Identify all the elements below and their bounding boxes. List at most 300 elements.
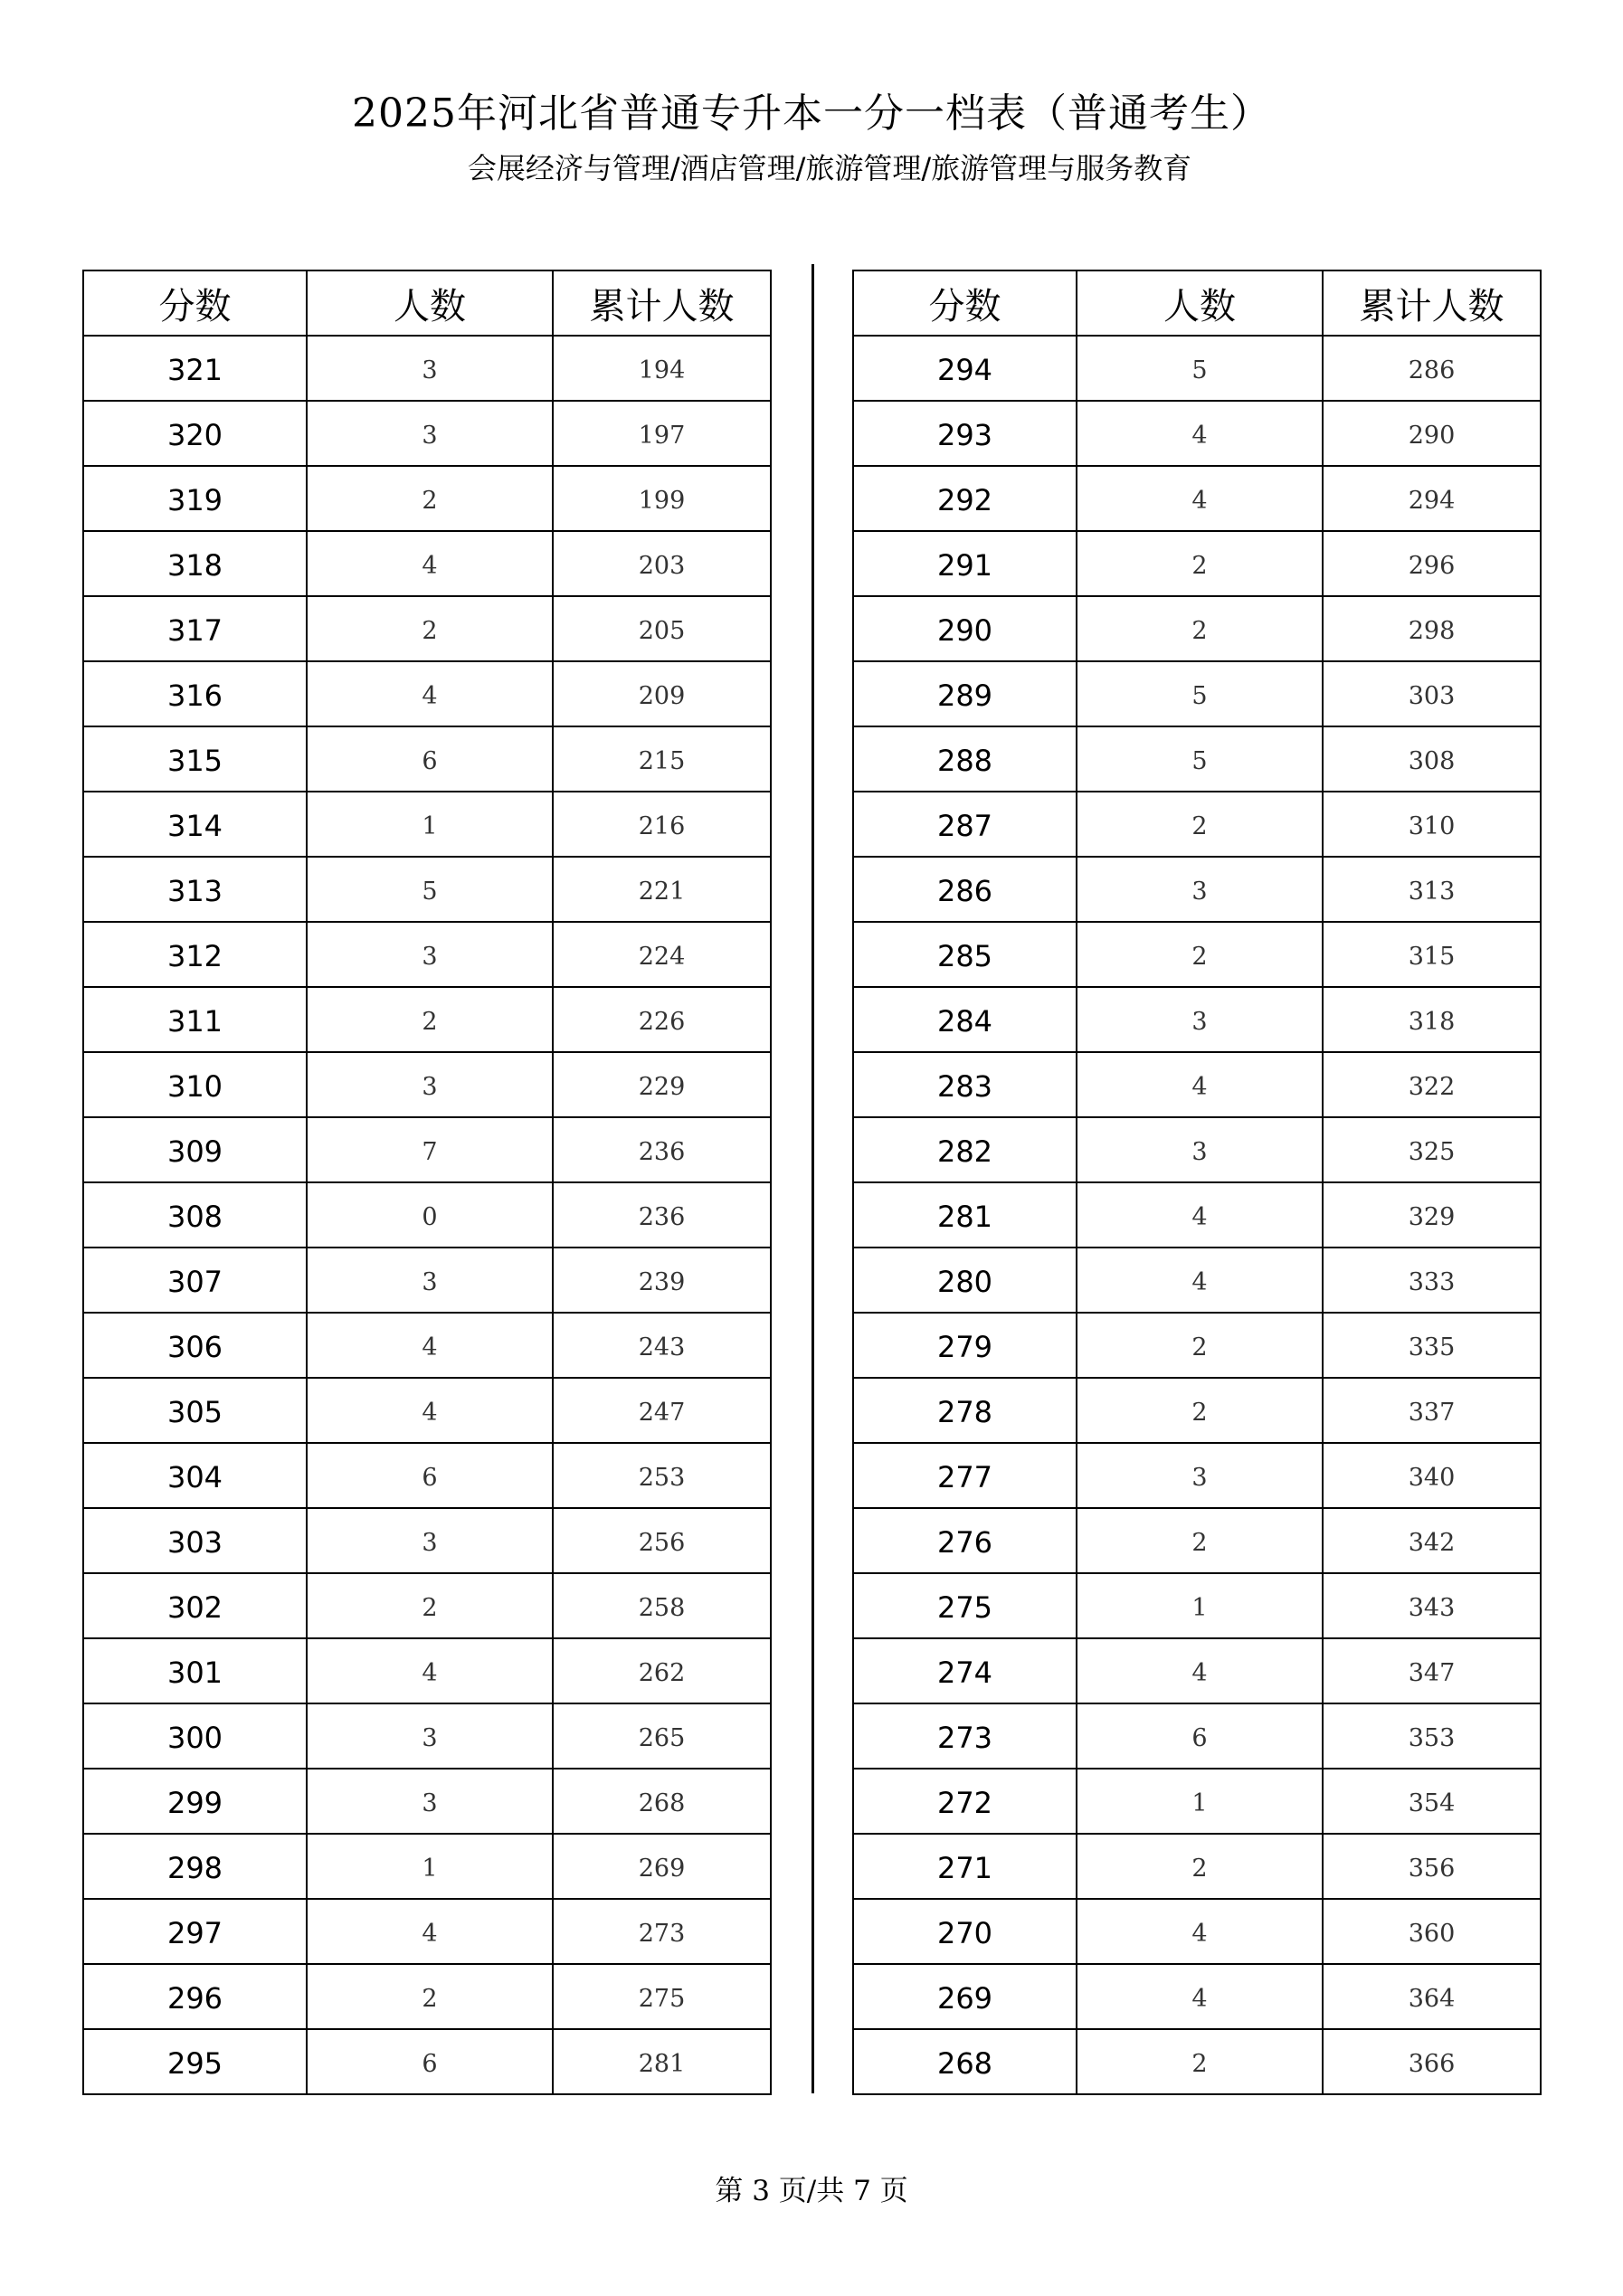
cell-count-text: 2 [1191, 551, 1208, 580]
cell-score [83, 336, 307, 401]
cell-score [83, 1964, 307, 2029]
cell-count-text: 3 [1191, 1007, 1208, 1036]
cell-cumulative-text: 209 [638, 681, 686, 710]
cell-cumulative-text: 313 [1408, 877, 1456, 906]
cell-count-text: 2 [1191, 1333, 1208, 1361]
cell-count [1077, 401, 1323, 466]
cell-cumulative-text: 256 [638, 1528, 686, 1557]
cell-score [83, 1899, 307, 1964]
cell-cumulative-text: 258 [638, 1593, 686, 1622]
cell-cumulative [553, 1508, 771, 1573]
cell-score-text: 294 [936, 353, 993, 387]
cell-count-text: 3 [1191, 1137, 1208, 1166]
cell-count-text: 2 [422, 616, 438, 645]
cell-score-text: 317 [166, 613, 223, 648]
cell-cumulative [1323, 1443, 1541, 1508]
cell-count-text: 4 [422, 1398, 438, 1427]
cell-cumulative-text: 273 [638, 1919, 686, 1948]
cell-score [853, 1638, 1077, 1703]
cell-cumulative [553, 922, 771, 987]
cell-count [307, 1052, 553, 1117]
header-count: 人数 [1077, 270, 1323, 336]
table-row [83, 1117, 771, 1182]
cell-count-text: 1 [1191, 1788, 1208, 1817]
cell-count-text: 3 [422, 1723, 438, 1752]
table-row [83, 1248, 771, 1313]
cell-count [307, 1573, 553, 1638]
cell-count-text: 2 [1191, 1528, 1208, 1557]
cell-cumulative-text: 294 [1408, 486, 1456, 515]
table-row [853, 596, 1541, 661]
table-row [83, 336, 771, 401]
cell-count-text: 2 [1191, 2049, 1208, 2078]
cell-cumulative-text: 243 [638, 1333, 686, 1361]
cell-score [83, 792, 307, 857]
cell-cumulative [553, 531, 771, 596]
cell-score [853, 1052, 1077, 1117]
table-row [853, 1378, 1541, 1443]
table-row [83, 401, 771, 466]
cell-score [83, 1313, 307, 1378]
cell-score [83, 1182, 307, 1248]
cell-score [853, 336, 1077, 401]
cell-cumulative [1323, 401, 1541, 466]
cell-score [853, 1573, 1077, 1638]
cell-count [1077, 1899, 1323, 1964]
cell-count [1077, 857, 1323, 922]
cell-score [853, 792, 1077, 857]
cell-score-text: 298 [166, 1851, 223, 1885]
table-row [853, 987, 1541, 1052]
cell-cumulative-text: 340 [1408, 1463, 1456, 1492]
cell-score [853, 531, 1077, 596]
cell-score-text: 293 [936, 418, 993, 452]
cell-cumulative [1323, 792, 1541, 857]
cell-cumulative-text: 315 [1408, 942, 1456, 971]
cell-score-text: 275 [936, 1590, 993, 1625]
cell-score-text: 315 [166, 744, 223, 778]
cell-score-text: 279 [936, 1330, 993, 1364]
cell-cumulative [553, 1378, 771, 1443]
cell-cumulative [553, 726, 771, 792]
cell-count-text: 4 [1191, 1202, 1208, 1231]
table-row [83, 922, 771, 987]
cell-count [307, 792, 553, 857]
cell-score-text: 281 [936, 1200, 993, 1234]
cell-count-text: 3 [1191, 877, 1208, 906]
cell-cumulative-text: 360 [1408, 1919, 1456, 1948]
table-row [83, 1508, 771, 1573]
cell-cumulative-text: 247 [638, 1398, 686, 1427]
cell-count [1077, 1117, 1323, 1182]
cell-cumulative [553, 1573, 771, 1638]
cell-cumulative-text: 342 [1408, 1528, 1456, 1557]
cell-cumulative-text: 265 [638, 1723, 686, 1752]
cell-cumulative [553, 987, 771, 1052]
cell-score-text: 269 [936, 1981, 993, 2016]
cell-count [1077, 922, 1323, 987]
cell-score-text: 312 [166, 939, 223, 973]
cell-score-text: 309 [166, 1134, 223, 1169]
table-body-left [83, 336, 771, 2094]
cell-cumulative-text: 262 [638, 1658, 686, 1687]
table-row [853, 726, 1541, 792]
cell-count [1077, 1248, 1323, 1313]
cell-count-text: 0 [422, 1202, 438, 1231]
cell-score-text: 296 [166, 1981, 223, 2016]
cell-score [83, 922, 307, 987]
cell-cumulative [1323, 1769, 1541, 1834]
cell-cumulative [553, 1964, 771, 2029]
cell-count-text: 2 [422, 1007, 438, 1036]
cell-count [307, 922, 553, 987]
cell-score-text: 311 [166, 1004, 223, 1039]
cell-cumulative-text: 205 [638, 616, 686, 645]
cell-score-text: 278 [936, 1395, 993, 1429]
cell-cumulative [1323, 1508, 1541, 1573]
cell-count [307, 466, 553, 531]
cell-cumulative [1323, 1703, 1541, 1769]
table-row [853, 1443, 1541, 1508]
cell-cumulative-text: 343 [1408, 1593, 1456, 1622]
cell-score-text: 286 [936, 874, 993, 908]
cell-cumulative [1323, 661, 1541, 726]
cell-count [307, 1508, 553, 1573]
cell-cumulative-text: 310 [1408, 811, 1456, 840]
cell-count-text: 5 [422, 877, 438, 906]
cell-score [853, 2029, 1077, 2094]
page-subtitle: 会展经济与管理/酒店管理/旅游管理/旅游管理与服务教育 [467, 151, 1192, 185]
cell-score-text: 277 [936, 1460, 993, 1494]
cell-score [853, 596, 1077, 661]
cell-count [1077, 1834, 1323, 1899]
cell-score-text: 321 [166, 353, 223, 387]
cell-cumulative-text: 253 [638, 1463, 686, 1492]
cell-score [83, 2029, 307, 2094]
cell-cumulative-text: 337 [1408, 1398, 1456, 1427]
cell-cumulative-text: 335 [1408, 1333, 1456, 1361]
cell-count [307, 1834, 553, 1899]
cell-cumulative [1323, 1638, 1541, 1703]
cell-score-text: 301 [166, 1656, 223, 1690]
cell-count [307, 336, 553, 401]
table-row [853, 857, 1541, 922]
cell-cumulative-text: 281 [638, 2049, 686, 2078]
cell-count-text: 2 [422, 1984, 438, 2013]
cell-score [853, 1899, 1077, 1964]
cell-score-text: 316 [166, 678, 223, 713]
cell-cumulative-text: 356 [1408, 1854, 1456, 1883]
cell-count-text: 4 [422, 551, 438, 580]
cell-cumulative-text: 325 [1408, 1137, 1456, 1166]
cell-cumulative [1323, 987, 1541, 1052]
table-row [853, 1899, 1541, 1964]
cell-count [307, 726, 553, 792]
table-row [83, 466, 771, 531]
cell-count [307, 401, 553, 466]
cell-count-text: 2 [1191, 616, 1208, 645]
header-score: 分数 [853, 270, 1077, 336]
cell-count [307, 2029, 553, 2094]
cell-count-text: 3 [422, 421, 438, 450]
table-row [83, 726, 771, 792]
cell-score-text: 292 [936, 483, 993, 517]
cell-score [853, 1964, 1077, 2029]
cell-cumulative [1323, 336, 1541, 401]
table-row [83, 1313, 771, 1378]
cell-count-text: 3 [422, 1267, 438, 1296]
cell-count [1077, 1769, 1323, 1834]
cell-count-text: 1 [1191, 1593, 1208, 1622]
cell-count [1077, 1508, 1323, 1573]
cell-score [83, 466, 307, 531]
cell-score [853, 857, 1077, 922]
cell-count-text: 5 [1191, 681, 1208, 710]
table-row [83, 1703, 771, 1769]
cell-cumulative [1323, 922, 1541, 987]
cell-score-text: 271 [936, 1851, 993, 1885]
cell-cumulative-text: 329 [1408, 1202, 1456, 1231]
cell-count-text: 6 [422, 1463, 438, 1492]
cell-score [853, 1378, 1077, 1443]
cell-count [307, 1769, 553, 1834]
cell-score-text: 297 [166, 1916, 223, 1950]
table-row [853, 2029, 1541, 2094]
cell-cumulative-text: 215 [638, 746, 686, 775]
cell-score-text: 295 [166, 2046, 223, 2081]
table-row [853, 1703, 1541, 1769]
cell-count [1077, 1378, 1323, 1443]
cell-cumulative [1323, 2029, 1541, 2094]
cell-score-text: 314 [166, 809, 223, 843]
table-row [83, 1638, 771, 1703]
cell-cumulative-text: 333 [1408, 1267, 1456, 1296]
cell-cumulative-text: 216 [638, 811, 686, 840]
cell-score-text: 308 [166, 1200, 223, 1234]
cell-count [1077, 1313, 1323, 1378]
cell-cumulative-text: 296 [1408, 551, 1456, 580]
cell-cumulative-text: 229 [638, 1072, 686, 1101]
cell-count-text: 4 [422, 1658, 438, 1687]
center-divider [812, 264, 814, 2093]
cell-score-text: 290 [936, 613, 993, 648]
cell-count-text: 4 [422, 1333, 438, 1361]
cell-count [1077, 1638, 1323, 1703]
cell-cumulative [1323, 1052, 1541, 1117]
cell-cumulative-text: 353 [1408, 1723, 1456, 1752]
cell-cumulative [1323, 1964, 1541, 2029]
cell-score-text: 304 [166, 1460, 223, 1494]
cell-count-text: 2 [1191, 811, 1208, 840]
cell-count [1077, 1964, 1323, 2029]
cell-score-text: 282 [936, 1134, 993, 1169]
table-row [853, 661, 1541, 726]
table-row [83, 987, 771, 1052]
cell-count [307, 1638, 553, 1703]
cell-score [853, 466, 1077, 531]
cell-count [307, 1248, 553, 1313]
cell-score-text: 285 [936, 939, 993, 973]
cell-cumulative-text: 268 [638, 1788, 686, 1817]
cell-score [83, 1508, 307, 1573]
table-row [83, 1769, 771, 1834]
cell-score-text: 268 [936, 2046, 993, 2081]
cell-count-text: 1 [422, 811, 438, 840]
cell-count [307, 1378, 553, 1443]
cell-cumulative [553, 792, 771, 857]
cell-cumulative [1323, 466, 1541, 531]
cell-count-text: 4 [1191, 486, 1208, 515]
table-row [83, 1573, 771, 1638]
cell-score-text: 276 [936, 1525, 993, 1560]
cell-cumulative [1323, 857, 1541, 922]
cell-score-text: 310 [166, 1069, 223, 1104]
cell-score [83, 1703, 307, 1769]
cell-count [307, 1117, 553, 1182]
cell-cumulative-text: 303 [1408, 681, 1456, 710]
page-footer: 第 3 页/共 7 页 [715, 2175, 908, 2207]
cell-cumulative [553, 1834, 771, 1899]
cell-score [83, 401, 307, 466]
cell-cumulative [1323, 531, 1541, 596]
cell-score-text: 288 [936, 744, 993, 778]
cell-score [83, 987, 307, 1052]
cell-cumulative-text: 203 [638, 551, 686, 580]
cell-cumulative [553, 857, 771, 922]
cell-count [1077, 336, 1323, 401]
table-row [853, 1052, 1541, 1117]
table-row [853, 922, 1541, 987]
cell-count [1077, 1182, 1323, 1248]
cell-score-text: 299 [166, 1786, 223, 1820]
cell-cumulative-text: 298 [1408, 616, 1456, 645]
cell-score [853, 1248, 1077, 1313]
cell-score [83, 857, 307, 922]
header-score: 分数 [83, 270, 307, 336]
table-row [853, 466, 1541, 531]
cell-score [853, 661, 1077, 726]
cell-score [853, 1508, 1077, 1573]
cell-cumulative [1323, 1378, 1541, 1443]
cell-count [1077, 987, 1323, 1052]
cell-cumulative [1323, 1573, 1541, 1638]
table-row [83, 531, 771, 596]
cell-cumulative-text: 347 [1408, 1658, 1456, 1687]
cell-score [83, 1052, 307, 1117]
cell-cumulative [553, 1117, 771, 1182]
cell-score [853, 1117, 1077, 1182]
cell-cumulative [1323, 1834, 1541, 1899]
cell-count-text: 4 [1191, 1267, 1208, 1296]
table-row [83, 1052, 771, 1117]
cell-count-text: 3 [422, 1788, 438, 1817]
cell-cumulative-text: 366 [1408, 2049, 1456, 2078]
cell-cumulative [553, 1638, 771, 1703]
cell-score-text: 305 [166, 1395, 223, 1429]
table-row [853, 1248, 1541, 1313]
cell-score-text: 319 [166, 483, 223, 517]
table-header-row [853, 270, 1541, 336]
table-row [853, 1508, 1541, 1573]
cell-score-text: 300 [166, 1721, 223, 1755]
cell-score [853, 401, 1077, 466]
cell-cumulative [553, 1182, 771, 1248]
cell-cumulative [553, 1313, 771, 1378]
cell-score [83, 596, 307, 661]
cell-count-text: 3 [422, 1072, 438, 1101]
cell-score [853, 987, 1077, 1052]
cell-cumulative [553, 1769, 771, 1834]
cell-count [307, 1703, 553, 1769]
cell-cumulative-text: 290 [1408, 421, 1456, 450]
cell-cumulative-text: 224 [638, 942, 686, 971]
cell-score-text: 273 [936, 1721, 993, 1755]
cell-score [83, 661, 307, 726]
cell-cumulative-text: 199 [638, 486, 686, 515]
cell-cumulative-text: 236 [638, 1202, 686, 1231]
cell-cumulative-text: 197 [638, 421, 686, 450]
table-row [853, 1117, 1541, 1182]
table-row [853, 401, 1541, 466]
cell-score-text: 320 [166, 418, 223, 452]
cell-count [1077, 466, 1323, 531]
cell-count-text: 2 [422, 486, 438, 515]
cell-score [83, 726, 307, 792]
cell-cumulative-text: 354 [1408, 1788, 1456, 1817]
table-row [83, 857, 771, 922]
table-row [853, 1638, 1541, 1703]
cell-score [853, 1313, 1077, 1378]
cell-score-text: 302 [166, 1590, 223, 1625]
cell-score-text: 284 [936, 1004, 993, 1039]
cell-score-text: 313 [166, 874, 223, 908]
cell-count-text: 4 [422, 681, 438, 710]
cell-count-text: 4 [1191, 1072, 1208, 1101]
cell-cumulative-text: 221 [638, 877, 686, 906]
score-table-right [852, 270, 1542, 2095]
table-row [853, 792, 1541, 857]
table-row [83, 1899, 771, 1964]
cell-count-text: 7 [422, 1137, 438, 1166]
cell-score [853, 922, 1077, 987]
cell-score-text: 283 [936, 1069, 993, 1104]
cell-count-text: 3 [422, 1528, 438, 1557]
cell-count [1077, 596, 1323, 661]
table-header-row [83, 270, 771, 336]
cell-cumulative [553, 2029, 771, 2094]
cell-count [1077, 2029, 1323, 2094]
cell-count [307, 1443, 553, 1508]
cell-cumulative [553, 1052, 771, 1117]
cell-count-text: 4 [1191, 1658, 1208, 1687]
cell-count [1077, 1573, 1323, 1638]
cell-count [307, 857, 553, 922]
cell-score [853, 1834, 1077, 1899]
table-row [853, 1313, 1541, 1378]
cell-score-text: 306 [166, 1330, 223, 1364]
cell-score [83, 1248, 307, 1313]
cell-score-text: 287 [936, 809, 993, 843]
cell-count-text: 4 [1191, 1984, 1208, 2013]
cell-count-text: 2 [1191, 1398, 1208, 1427]
cell-count-text: 6 [1191, 1723, 1208, 1752]
table-row [83, 596, 771, 661]
cell-count [1077, 792, 1323, 857]
cell-count-text: 1 [422, 1854, 438, 1883]
table-row [83, 1378, 771, 1443]
cell-count-text: 4 [1191, 1919, 1208, 1948]
cell-count [1077, 1443, 1323, 1508]
